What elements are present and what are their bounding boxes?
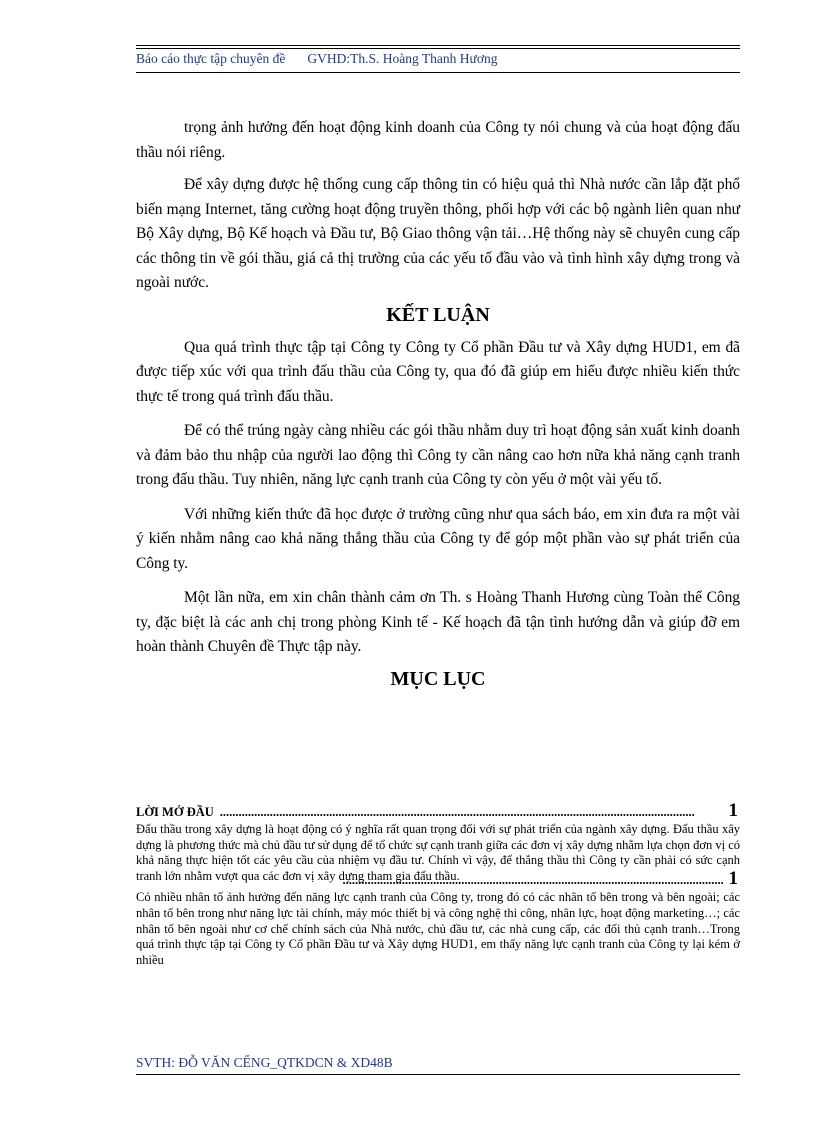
header-report-title: Báo cáo thực tập chuyên đề xyxy=(136,51,286,66)
header-bottom-rule xyxy=(136,72,740,73)
toc-entry-label: LỜI MỞ ĐẦU xyxy=(136,805,214,819)
toc-entry[interactable] xyxy=(136,800,740,822)
paragraph: Qua quá trình thực tập tại Công ty Công ty Cổ phần Đầu tư và Xây dựng HUD1, em đã được tiếp xúc với qua trình đấu thầu của Công ty, qua đó đã giúp em hiểu được nhiều kiến thức thực tế trong quá trình đấu thầu. xyxy=(136,338,740,405)
toc-entry-text: Đấu thầu trong xây dựng là hoạt động có ý nghĩa rất quan trọng đối với sự phát triển của ngành xây dựng. Đấu thầu xây dựng là phương thức mà chủ đầu tư sử dụng để tổ chức sự cạnh tranh giữa các đơn vị xây dựng nhằm lựa chọn đơn vị có khả năng thực hiện tốt các yêu cầu của nhiệm vụ đầu tư. Chính vì vậy, để thắng thầu thì Công ty cần phải có sức cạnh tranh lớn nhằm vượt qua các đơn vị xây dựng tham gia đấu thầu. xyxy=(136,822,740,883)
toc-leader-dots xyxy=(220,805,723,820)
page-header xyxy=(136,51,740,67)
page-footer: SVTH: ĐỖ VĂN CẾNG_QTKDCN & XD48B xyxy=(136,1055,393,1070)
toc-entry-text: Có nhiều nhân tố ảnh hưởng đến năng lực cạnh tranh của Công ty, trong đó có các nhân tố bên trong và bên ngoài; các nhân tố bên trong như năng lực tài chính, máy móc thiết bị và công nghệ thi công, nhân lực, hoạt động marketing…; các nhân tố bên ngoài như cơ chế chính sách của Nhà nước, chủ đầu tư, các nhà cung cấp, các đối thủ cạnh tranh…Trong quá trình thực tập tại Công ty Cổ phần Đầu tư và Xây dựng HUD1, em thấy năng lực cạnh tranh của Công ty lại kém ở nhiều xyxy=(136,890,740,967)
toc-page-number: 1 xyxy=(728,800,738,821)
paragraph: Để xây dựng được hệ thống cung cấp thông tin có hiệu quả thì Nhà nước cần lắp đặt phổ biến mạng Internet, tăng cường hoạt động truyền thông, phối hợp với các bộ ngành liên quan như Bộ Xây dựng, Bộ Kế hoạch và Đầu tư, Bộ Giao thông vận tải…Hệ thống này sẽ chuyên cung cấp các thông tin về gói thầu, giá cả thị trường của các yếu tố đầu vào và tình hình xây dựng trong và ngoài nước. xyxy=(136,176,740,291)
paragraph: Với những kiến thức đã học được ở trường cũng như qua sách báo, em xin đưa ra một vài ý kiến nhằm nâng cao khả năng thắng thầu của Công ty để góp một phần vào sự phát triển của Công ty. xyxy=(136,505,740,572)
paragraph: Một lần nữa, em xin chân thành cảm ơn Th. s Hoàng Thanh Hương cùng Toàn thể Công ty, đặc biệt là các anh chị trong phòng Kinh tế - Kế hoạch đã tận tình hướng dẫn và giúp đỡ em hoàn thành Chuyên đề Thực tập này. xyxy=(136,589,740,655)
conclusion-heading: KẾT LUẬN xyxy=(386,303,490,326)
paragraph: Để có thể trúng ngày càng nhiều các gói thầu nhằm duy trì hoạt động sản xuất kinh doanh và đảm bảo thu nhập của người lao động thì Công ty cần nâng cao hơn nữa khả năng cạnh tranh trong đấu thầu. Tuy nhiên, năng lực cạnh tranh của Công ty còn yếu ở một vài yếu tố. xyxy=(136,422,740,488)
header-supervisor: GVHD:Th.S. Hoàng Thanh Hương xyxy=(307,51,498,66)
document-body xyxy=(136,116,740,700)
paragraph: trọng ảnh hưởng đến hoạt động kinh doanh của Công ty nói chung và của hoạt động đấu thầu nói riêng. xyxy=(136,119,740,161)
toc-page-number: 1 xyxy=(728,868,738,890)
footer-rule xyxy=(136,1074,740,1075)
toc-heading: MỤC LỤC xyxy=(390,667,486,690)
toc-leader-dots xyxy=(343,873,723,888)
table-of-contents xyxy=(136,800,740,968)
header-top-rule xyxy=(136,45,740,49)
